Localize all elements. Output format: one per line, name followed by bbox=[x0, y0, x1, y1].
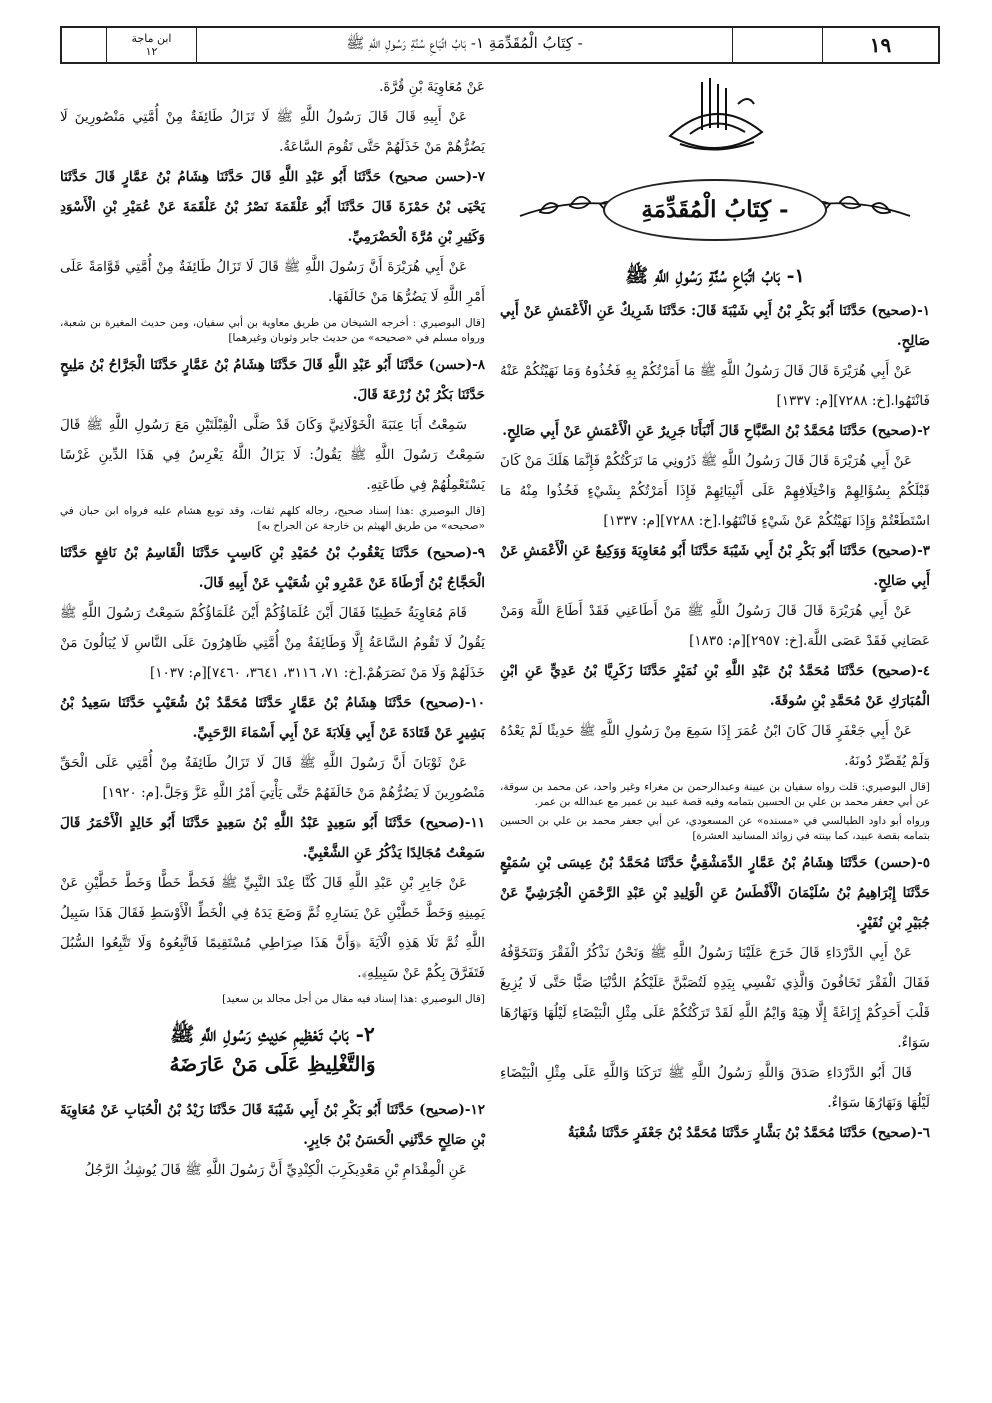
hadith-isnad: ٣-(صحيح) حَدَّثَنَا أَبُو بَكْرِ بْنُ أَبِي شَيْبَةَ حَدَّثَنَا أَبُو مُعَاوِيَةَ وَوَكِيعٌ عَنِ الْأَعْمَشِ عَنْ أَبِي صَالِحٍ. bbox=[500, 543, 930, 589]
page-number: ١٩ bbox=[869, 33, 892, 57]
hadith-isnad: ٢-(صحيح) حَدَّثَنَا مُحَمَّدُ بْنُ الصَّبَّاحِ قَالَ أَنْبَأَنَا جَرِيرٌ عَنِ الْأَعْمَشِ عَنْ أَبِي صَالِحٍ. bbox=[502, 423, 930, 439]
page-header bbox=[60, 26, 940, 64]
hadith-matn: عَنْ أَبِي هُرَيْرَةَ أَنَّ رَسُولَ اللَّهِ ﷺ قَالَ لَا تَزَالُ طَائِفَةٌ مِنْ أُمَّتِي قَوَّامَةً عَلَى أَمْرِ اللَّهِ لَا يَضُرُّهَا مَنْ خَالَفَهَا. bbox=[60, 259, 485, 305]
hadith-isnad: ٥-(حسن) حَدَّثَنَا هِشَامُ بْنُ عَمَّارٍ الدِّمَشْقِيُّ حَدَّثَنَا مُحَمَّدُ بْنُ عِيسَى بْنِ سُمَيْعٍ حَدَّثَنَا إِبْرَاهِيمُ بْنُ سُلَيْمَانَ الْأَفْطَسُ عَنِ الْوَلِيدِ بْنِ عَبْدِ الرَّحْمَنِ الْجُرَشِيِّ عَنْ جُبَيْرِ بْنِ نُفَيْرٍ. bbox=[500, 855, 930, 931]
hadith-matn: عَنْ أَبِي جَعْفَرٍ قَالَ كَانَ ابْنُ عُمَرَ إِذَا سَمِعَ مِنْ رَسُولِ اللَّهِ ﷺ حَدِيثًا لَمْ يَعْدُهُ وَلَمْ يُقَصِّرْ دُونَهُ. bbox=[500, 723, 930, 769]
running-title: - كِتَابُ الْمُقَدِّمَةِ ١- بَابُ اتِّبَاعِ سُنَّةِ رَسُولِ اللَّهِ ﷺ bbox=[197, 28, 733, 62]
hadith-isnad: ٩-(صحيح) حَدَّثَنَا يَعْقُوبُ بْنُ حُمَيْدِ بْنِ كَاسِبٍ حَدَّثَنَا الْقَاسِمُ بْنُ نَافِعٍ حَدَّثَنَا الْحَجَّاجُ بْنُ أَرْطَاةَ عَنْ عَمْرِو بْنِ شُعَيْبٍ عَنْ أَبِيهِ قَالَ. bbox=[60, 545, 485, 591]
hadith-matn: عَنْ أَبِي هُرَيْرَةَ قَالَ قَالَ رَسُولُ اللَّهِ ﷺ مَا أَمَرْتُكُمْ بِهِ فَخُذُوهُ وَمَا نَهَيْتُكُمْ عَنْهُ فَانْتَهُوا.[خ: ٧٢٨٨][م: ١٣٣٧] bbox=[500, 363, 930, 409]
hadith-isnad: ١٠-(صحيح) حَدَّثَنَا هِشَامُ بْنُ عَمَّارٍ حَدَّثَنَا مُحَمَّدُ بْنُ شُعَيْبٍ حَدَّثَنَا سَعِيدُ بْنُ بَشِيرٍ عَنْ قَتَادَةَ عَنْ أَبِي قِلَابَةَ عَنْ أَبِي أَسْمَاءَ الرَّحَبِيِّ. bbox=[60, 695, 485, 741]
hadith-matn: قَالَ أَبُو الدَّرْدَاءِ صَدَقَ وَاللَّهِ رَسُولُ اللَّهِ ﷺ تَرَكَنَا وَاللَّهِ عَلَى مِثْلِ الْبَيْضَاءِ لَيْلُهَا وَنَهَارُهَا سَوَاءٌ. bbox=[500, 1065, 930, 1111]
hadith-matn: قَامَ مُعَاوِيَةُ خَطِيبًا فَقَالَ أَيْنَ عُلَمَاؤُكُمْ أَيْنَ عُلَمَاؤُكُمْ سَمِعْتُ رَسُولَ اللَّهِ ﷺ يَقُولُ لَا تَقُومُ السَّاعَةُ إِلَّا وَطَائِفَةٌ مِنْ أُمَّتِي ظَاهِرُونَ عَلَى النَّاسِ لَا يُبَالُونَ مَنْ خَذَلَهُمْ وَلَا مَنْ نَصَرَهُمْ.[خ: ٧١، ٣١١٦، ٣٦٤١، ٧٤٦٠][م: ١٠٣٧] bbox=[60, 605, 485, 681]
hadith-isnad: ٨-(حسن) حَدَّثَنَا أَبُو عَبْدِ اللَّهِ قَالَ حَدَّثَنَا هِشَامُ بْنُ عَمَّارٍ حَدَّثَنَا الْجَرَّاحُ بْنُ مَلِيحٍ حَدَّثَنَا بَكْرُ بْنُ زُرْعَةَ قَالَ. bbox=[60, 357, 485, 403]
chapter-heading-2-line2: وَالتَّغْلِيظِ عَلَى مَنْ عَارَضَهُ bbox=[169, 1052, 376, 1076]
footnote: [قال البوصيري :هذا إسناد فيه مقال من أجل مجالد بن سعيد] bbox=[222, 993, 485, 1005]
book-title-banner bbox=[500, 164, 930, 256]
chapter-heading-2-line1: ٢- بَابُ تَعْظِيمِ حَدِيثِ رَسُولِ اللَّهِ ﷺ bbox=[170, 1022, 375, 1046]
header-blank-cell bbox=[62, 28, 107, 62]
chapter-heading-2 bbox=[60, 1019, 485, 1079]
hadith-matn: عَنْ أَبِيهِ قَالَ قَالَ رَسُولُ اللَّهِ ﷺ لَا تَزَالُ طَائِفَةٌ مِنْ أُمَّتِي مَنْصُورِينَ لَا يَضُرُّهُمْ مَنْ خَذَلَهُمْ حَتَّى تَقُومَ السَّاعَةُ. bbox=[60, 109, 485, 155]
footnote: ورواه أبو داود الطيالسي في «مسنده» عن المسعودي، عن أبي جعفر محمد بن علي بن الحسين بتمامه بقصة عبيد، كما بينته في زوائد المسانيد العشرة] bbox=[500, 815, 930, 842]
header-blank-cell-2 bbox=[733, 28, 823, 62]
hadith-isnad: ١٢-(صحيح) حَدَّثَنَا أَبُو بَكْرِ بْنُ أَبِي شَيْبَةَ قَالَ حَدَّثَنَا زَيْدُ بْنُ الْحُبَابِ عَنْ مُعَاوِيَةَ بْنِ صَالِحٍ حَدَّثَنِي الْحَسَنُ بْنُ جَابِرٍ. bbox=[60, 1102, 485, 1148]
hadith-isnad: عَنْ مُعَاوِيَةَ بْنِ قُرَّةَ. bbox=[379, 79, 485, 95]
hadith-isnad: ١-(صحيح) حَدَّثَنَا أَبُو بَكْرِ بْنُ أَبِي شَيْبَةَ قَالَ: حَدَّثَنَا شَرِيكٌ عَنِ الْأَعْمَشِ عَنْ أَبِي صَالِحٍ. bbox=[500, 303, 930, 349]
volume-number: ١٢ bbox=[145, 45, 158, 58]
hadith-matn: عَنْ أَبِي هُرَيْرَةَ قَالَ قَالَ رَسُولُ اللَّهِ ﷺ ذَرُونِي مَا تَرَكْتُكُمْ فَإِنَّمَا هَلَكَ مَنْ كَانَ قَبْلَكُمْ بِسُؤَالِهِمْ وَاخْتِلَافِهِمْ عَلَى أَنْبِيَائِهِمْ فَإِذَا أَمَرْتُكُمْ بِشَيْءٍ فَخُذُوا مِنْهُ مَا اسْتَطَعْتُمْ وَإِذَا نَهَيْتُكُمْ عَنْ شَيْءٍ فَانْتَهُوا.[خ: ٧٢٨٨][م: ١٣٣٧] bbox=[500, 453, 930, 529]
header-book-info bbox=[107, 28, 197, 62]
book-title: - كِتَابُ الْمُقَدِّمَةِ bbox=[603, 179, 826, 241]
hadith-matn: عَنْ أَبِي الدَّرْدَاءِ قَالَ خَرَجَ عَلَيْنَا رَسُولُ اللَّهِ ﷺ وَنَحْنُ نَذْكُرُ الْفَقْرَ وَنَتَخَوَّفُهُ فَقَالَ الْفَقْرَ تَخَافُونَ وَالَّذِي نَفْسِي بِيَدِهِ لَتُصَبَّنَّ عَلَيْكُمُ الدُّنْيَا صَبًّا حَتَّى لَا يُزِيغَ قَلْبَ أَحَدِكُمْ إِزَاغَةً إِلَّا هِيَهْ وَايْمُ اللَّهِ لَقَدْ تَرَكْتُكُمْ عَلَى مِثْلِ الْبَيْضَاءِ لَيْلُهَا وَنَهَارُهَا سَوَاءٌ. bbox=[500, 945, 930, 1051]
footnote: [قال البوصيري: قلت رواه سفيان بن عيينة وعبدالرحمن بن مغراء وغير واحد، عن محمد بن سوقة، عن أبي جعفر محمد بن علي بن الحسين بتمامه وفيه قصة عبيد بن عمير مع عبدالله بن عمر. bbox=[500, 781, 930, 808]
hadith-isnad: ٧-(حسن صحيح) حَدَّثَنَا أَبُو عَبْدِ اللَّهِ قَالَ حَدَّثَنَا هِشَامُ بْنُ عَمَّارٍ قَالَ حَدَّثَنَا يَحْيَى بْنُ حَمْزَةَ قَالَ حَدَّثَنَا أَبُو عَلْقَمَةَ نَصْرُ بْنُ عَلْقَمَةَ عَنْ عُمَيْرِ بْنِ الْأَسْوَدِ وَكَثِيرِ بْنِ مُرَّةَ الْحَضْرَمِيِّ. bbox=[60, 169, 485, 245]
left-column bbox=[60, 72, 485, 1185]
hadith-matn: عَنْ جَابِرِ بْنِ عَبْدِ اللَّهِ قَالَ كُنَّا عِنْدَ النَّبِيِّ ﷺ فَخَطَّ خَطًّا وَخَطَّ خَطَّيْنِ عَنْ يَمِينِهِ وَخَطَّ خَطَّيْنِ عَنْ يَسَارِهِ ثُمَّ وَضَعَ يَدَهُ فِي الْخَطِّ الْأَوْسَطِ فَقَالَ هَذَا سَبِيلُ اللَّهِ ثُمَّ تَلَا هَذِهِ الْآيَةَ ﴿وَأَنَّ هَذَا صِرَاطِي مُسْتَقِيمًا فَاتَّبِعُوهُ وَلَا تَتَّبِعُوا السُّبُلَ فَتَفَرَّقَ بِكُمْ عَنْ سَبِيلِهِ﴾. bbox=[60, 875, 485, 981]
book-name: ابن ماجة bbox=[131, 32, 172, 45]
hadith-isnad: ٤-(صحيح) حَدَّثَنَا مُحَمَّدُ بْنُ عَبْدِ اللَّهِ بْنِ نُمَيْرٍ حَدَّثَنَا زَكَرِيَّا بْنُ عَدِيٍّ عَنِ ابْنِ الْمُبَارَكِ عَنْ مُحَمَّدِ بْنِ سُوقَةَ. bbox=[500, 663, 930, 709]
hadith-matn: عَنْ أَبِي هُرَيْرَةَ قَالَ قَالَ رَسُولُ اللَّهِ ﷺ مَنْ أَطَاعَنِي فَقَدْ أَطَاعَ اللَّهَ وَمَنْ عَصَانِي فَقَدْ عَصَى اللَّهَ.[خ: ٢٩٥٧][م: ١٨٣٥] bbox=[500, 603, 930, 649]
hadith-isnad: ٦-(صحيح) حَدَّثَنَا مُحَمَّدُ بْنُ بَشَّارٍ حَدَّثَنَا مُحَمَّدُ بْنُ جَعْفَرٍ حَدَّثَنَا شُعْبَةُ bbox=[567, 1125, 930, 1141]
hadith-isnad: ١١-(صحيح) حَدَّثَنَا أَبُو سَعِيدٍ عَبْدُ اللَّهِ بْنُ سَعِيدٍ حَدَّثَنَا أَبُو خَالِدٍ الْأَحْمَرُ قَالَ سَمِعْتُ مُجَالِدًا يَذْكُرُ عَنِ الشَّعْبِيِّ. bbox=[60, 815, 485, 861]
chapter-heading-1: ١- بَابُ اتِّبَاعِ سُنَّةِ رَسُولِ اللَّهِ ﷺ bbox=[625, 265, 805, 287]
hadith-matn: عَنْ ثَوْبَانَ أَنَّ رَسُولَ اللَّهِ ﷺ قَالَ لَا تَزَالُ طَائِفَةٌ مِنْ أُمَّتِي عَلَى الْحَقِّ مَنْصُورِينَ لَا يَضُرُّهُمْ مَنْ خَالَفَهُمْ حَتَّى يَأْتِيَ أَمْرُ اللَّهِ عَزَّ وَجَلَّ.[م: ١٩٢٠] bbox=[60, 755, 485, 801]
basmala-calligraphy bbox=[500, 72, 930, 164]
right-column bbox=[500, 72, 930, 1148]
basmala-calligraphy-icon bbox=[650, 74, 780, 162]
hadith-matn: عَنِ الْمِقْدَامِ بْنِ مَعْدِيكَرِبَ الْكِنْدِيِّ أَنَّ رَسُولَ اللَّهِ ﷺ قَالَ يُوشِكُ الرَّجُلُ bbox=[84, 1162, 467, 1178]
hadith-matn: سَمِعْتُ أَبَا عِنَبَةَ الْخَوْلَانِيَّ وَكَانَ قَدْ صَلَّى الْقِبْلَتَيْنِ مَعَ رَسُولِ اللَّهِ ﷺ قَالَ سَمِعْتُ رَسُولَ اللَّهِ ﷺ يَقُولُ: لَا يَزَالُ اللَّهُ يَغْرِسُ فِي هَذَا الدِّينِ غَرْسًا يَسْتَعْمِلُهُمْ فِي طَاعَتِهِ. bbox=[60, 417, 485, 493]
footnote: [قال البوصيري :هذا إسناد صحيح، رجاله كلهم ثقات، وقد توبع هشام عليه فرواه ابن حبان في «صحيحه» من طريق الهيثم بن خارجة عن الجراح به] bbox=[60, 505, 485, 532]
footnote: [قال البوصيري : أخرجه الشيخان من طريق معاوية بن أبي سفيان، ومن حديث المغيرة بن شعبة، ورواه مسلم في «صحيحه» من حديث جابر وثوبان وغيرهما] bbox=[60, 317, 485, 344]
